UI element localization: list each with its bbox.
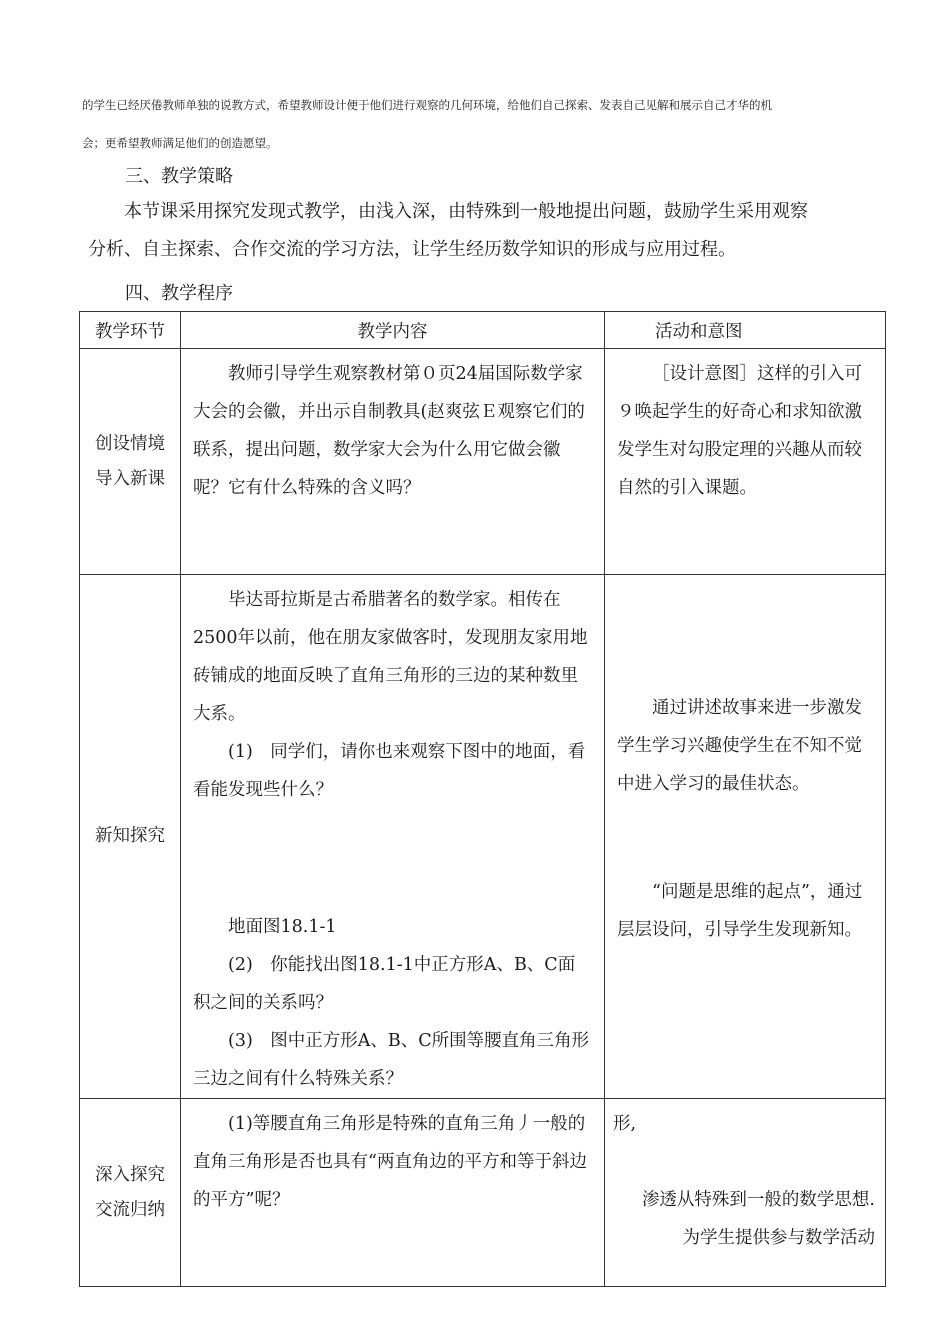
stage-label: 创设情境 — [95, 433, 165, 454]
section-3-para-1: 本节课采用探究发现式教学，由浅入深，由特殊到一般地提出问题，鼓励学生采用观察 — [124, 201, 808, 222]
content-paragraph: 教师引导学生观察教材第０页24届国际数学家大会的会徽，并出示自制教具(赵爽弦Ｅ观察它们的联系，提出问题，数学家大会为什么用它做会徽呢？它有什么特殊的含义吗？ — [193, 364, 585, 498]
content-cell — [181, 349, 605, 575]
content-cell — [181, 1099, 605, 1287]
table-row — [80, 349, 886, 575]
notes-paragraph: 通过讲述故事来进一步激发学生学习兴趣使学生在不知不觉中进入学习的最佳状态。 — [617, 698, 862, 794]
stage-label: 导入新课 — [95, 468, 165, 489]
figure-caption: 地面图18.1-1 — [228, 917, 337, 937]
section-4-heading: 四、教学程序 — [125, 283, 233, 304]
content-paragraph: (3) 图中正方形A、B、C所围等腰直角三角形三边之间有什么特殊关系？ — [193, 1031, 590, 1089]
stage-cell — [80, 349, 181, 575]
table-header-row — [80, 312, 886, 349]
table-row — [80, 1099, 886, 1287]
content-paragraph: (1)等腰直角三角形是特殊的直角三角丿一般的直角三角形是否也具有“两直角边的平方和等于斜边的平方”呢？ — [193, 1114, 587, 1210]
header-content: 教学内容 — [181, 312, 605, 349]
notes-fragment: 形, — [613, 1114, 637, 1134]
table-row — [80, 575, 886, 1099]
content-paragraph: 毕达哥拉斯是古希腊著名的数学家。相传在2500年以前，他在朋友家做客时，发现朋友家用地砖铺成的地面反映了直角三角形的三边的某种数里大系。 — [193, 590, 588, 724]
stage-label: 新知探究 — [95, 826, 165, 846]
notes-cell — [605, 1099, 886, 1287]
notes-paragraph: 为学生提供参与数学活动 — [682, 1228, 875, 1248]
stage-cell — [80, 575, 181, 1099]
notes-cell — [605, 575, 886, 1099]
teaching-procedure-table — [79, 311, 886, 1287]
notes-paragraph: “问题是思维的起点”，通过层层设问，引导学生发现新知。 — [617, 882, 863, 940]
intro-line-2: 会；更希望教师满足他们的创造愿望。 — [82, 136, 278, 150]
section-3-para-2: 分析、自主探索、合作交流的学习方法，让学生经历数学知识的形成与应用过程。 — [88, 239, 736, 260]
stage-label: 交流归纳 — [95, 1199, 165, 1220]
figure-placeholder — [193, 809, 592, 908]
notes-cell — [605, 349, 886, 575]
content-paragraph: (1) 同学们，请你也来观察下图中的地面，看看能发现些什么？ — [193, 742, 586, 800]
stage-label: 深入探究 — [95, 1164, 165, 1185]
section-3-heading: 三、教学策略 — [125, 166, 233, 187]
notes-paragraph: ［设计意图］这样的引入可９唤起学生的好奇心和求知欲激发学生对勾股定理的兴趣从而较自然的引入课题。 — [617, 364, 862, 498]
header-stage: 教学环节 — [80, 312, 181, 349]
stage-cell — [80, 1099, 181, 1287]
header-notes: 活动和意图 — [605, 312, 886, 349]
intro-line-1: 的学生已经厌倦教师单独的说教方式，希望教师设计便于他们进行观察的几何环境，给他们自己探索、发表自己见解和展示自己才华的机 — [82, 98, 772, 112]
content-paragraph: (2) 你能找出图18.1-1中正方形A、B、C面积之间的关系吗？ — [193, 955, 576, 1013]
content-cell — [181, 575, 605, 1099]
notes-paragraph: 渗透从特殊到一般的数学思想. — [641, 1190, 875, 1210]
